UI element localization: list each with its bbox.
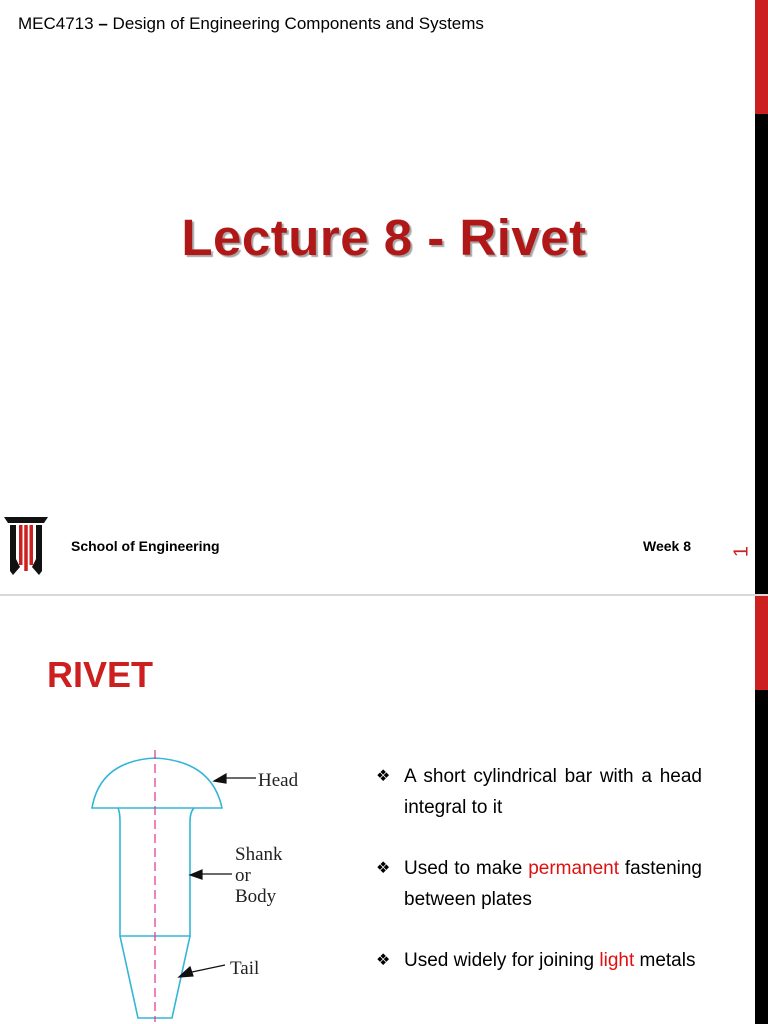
- rivet-head-shape: [92, 758, 222, 808]
- bullet-item: ❖ Used to make permanent fastening between plates: [376, 853, 702, 915]
- bullet-item: ❖ Used widely for joining light metals: [376, 945, 702, 976]
- university-logo-icon: [4, 515, 48, 575]
- side-bar-black: [755, 114, 768, 595]
- side-bar-red-top: [755, 0, 768, 114]
- label-shank: Shank: [235, 844, 283, 865]
- side-bar-black: [755, 690, 768, 1024]
- course-dash: –: [98, 14, 108, 33]
- highlight-word: permanent: [528, 858, 620, 879]
- slide-heading: RIVET: [47, 654, 154, 695]
- side-bar-red-top: [755, 596, 768, 690]
- week-label: Week 8: [643, 538, 691, 554]
- label-tail: Tail: [230, 958, 260, 979]
- course-name: Design of Engineering Components and Systems: [112, 14, 484, 33]
- label-body: Body: [235, 886, 277, 907]
- diamond-bullet-icon: ❖: [376, 768, 391, 785]
- page-number: 1: [730, 545, 753, 558]
- bullet-item: ❖ A short cylindrical bar with a head integral to it: [376, 761, 702, 823]
- diamond-bullet-icon: ❖: [376, 952, 391, 969]
- highlight-word: light: [599, 950, 635, 971]
- diamond-bullet-icon: ❖: [376, 860, 391, 877]
- school-name: School of Engineering: [71, 538, 220, 554]
- rivet-diagram: [80, 746, 320, 1024]
- bullet-list: [376, 761, 702, 1006]
- course-code: MEC4713: [18, 14, 94, 33]
- lecture-title: Lecture 8 - Rivet: [181, 209, 587, 266]
- course-title: [18, 14, 484, 34]
- label-or: or: [235, 865, 251, 886]
- rivet-shank-shape: [118, 808, 194, 936]
- label-head: Head: [258, 770, 299, 791]
- slide-rivet: [0, 596, 768, 1024]
